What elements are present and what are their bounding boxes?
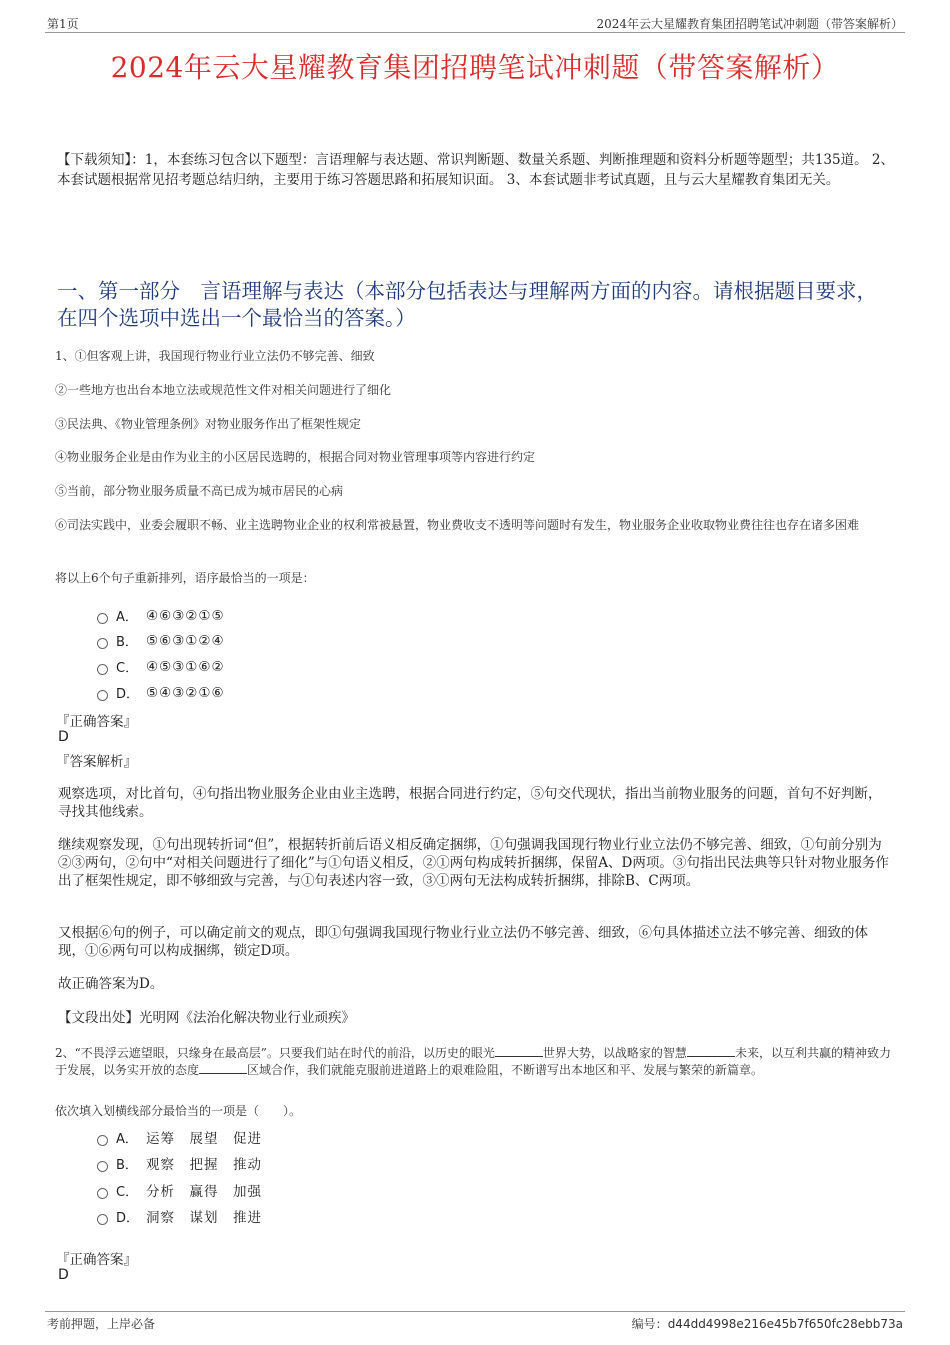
section-heading: 一、第一部分 言语理解与表达（本部分包括表达与理解两方面的内容。请根据题目要求，在四个选项中选出一个最恰当的答案。） xyxy=(57,279,877,330)
q2-option-d[interactable]: D． 洞察 谋划 推进 xyxy=(97,1206,262,1226)
q1-prompt: 将以上6个句子重新排列，语序最恰当的一项是： xyxy=(55,571,315,585)
radio-icon[interactable] xyxy=(97,1188,108,1199)
q2-option-a[interactable]: A． 运筹 展望 促进 xyxy=(97,1127,262,1147)
footer-slogan: 考前押题，上岸必备 xyxy=(47,1317,156,1331)
q1-sentence-1: 1、①但客观上讲，我国现行物业行业立法仍不够完善、细致 xyxy=(55,349,375,363)
blank-2[interactable] xyxy=(687,1046,735,1057)
page-number: 第1页 xyxy=(47,17,79,31)
radio-icon[interactable] xyxy=(97,1214,108,1225)
q1-analysis-para-2: 继续观察发现，①句出现转折词“但”，根据转折前后语义相反确定捆绑，①句强调我国现行物业行业立法仍不够完善、细致，①句前分别为②③两句，②句中“对相关问题进行了细化”与①句语义相反，②①两句构成转折捆绑，保留A、D两项。③句指出民法典等只针对物业服务作出了框架性规定，即不够细致与完善，与①句表述内容一致，③①两句无法构成转折捆绑，排除B、C两项。 xyxy=(58,837,889,889)
document-title: 2024年云大星耀教育集团招聘笔试冲刺题（带答案解析） xyxy=(110,51,840,84)
running-header-title: 2024年云大星耀教育集团招聘笔试冲刺题（带答案解析） xyxy=(596,17,903,31)
footer-divider xyxy=(45,1311,905,1312)
blank-3[interactable] xyxy=(199,1063,247,1074)
q1-analysis-conclusion: 故正确答案为D。 xyxy=(58,976,164,992)
q1-sentence-6: ⑥司法实践中，业委会履职不畅、业主选聘物业企业的权利常被悬置，物业费收支不透明等问题时有发生，物业服务企业收取物业费往往也存在诸多困难 xyxy=(55,518,860,532)
radio-icon[interactable] xyxy=(97,1161,108,1172)
q1-option-d[interactable]: D． ⑤④③②①⑥ xyxy=(97,683,225,702)
blank-1[interactable] xyxy=(495,1046,543,1057)
radio-icon[interactable] xyxy=(97,1135,108,1146)
q1-option-c[interactable]: C． ④⑤③①⑥② xyxy=(97,657,225,676)
q1-answer-value: D xyxy=(58,729,69,745)
q2-prompt: 依次填入划横线部分最恰当的一项是（ ）。 xyxy=(55,1104,302,1118)
q2-stem: 2、“不畏浮云遮望眼，只缘身在最高层”。只要我们站在时代的前沿，以历史的眼光 世界大势，以战略家的智慧 未来，以互利共赢的精神致力于发展，以务实开放的态度 区域合作，我们就能克服前进道路上的艰难险阻，不断谱写出本地区和平、发展与繁荣的新篇章。 xyxy=(55,1046,891,1077)
header-divider xyxy=(45,32,905,33)
q1-sentence-5: ⑤当前，部分物业服务质量不高已成为城市居民的心病 xyxy=(55,484,344,498)
q1-answer-label: 『正确答案』 xyxy=(56,714,137,730)
q1-option-a[interactable]: A． ④⑥③②①⑤ xyxy=(97,606,225,625)
q1-analysis-para-3: 又根据⑥句的例子，可以确定前文的观点，即①句强调我国现行物业行业立法仍不够完善、细致，⑥句具体描述立法不够完善、细致的体现，①⑥两句可以构成捆绑，锁定D项。 xyxy=(58,925,868,959)
q2-option-c[interactable]: C． 分析 赢得 加强 xyxy=(97,1180,262,1200)
q2-answer-value: D xyxy=(58,1267,69,1283)
q1-analysis-label: 『答案解析』 xyxy=(56,754,137,770)
q1-source: 【文段出处】光明网《法治化解决物业行业顽疾》 xyxy=(58,1010,355,1026)
radio-icon[interactable] xyxy=(97,690,108,701)
q2-option-b[interactable]: B． 观察 把握 推动 xyxy=(97,1153,262,1173)
q1-sentence-4: ④物业服务企业是由作为业主的小区居民选聘的，根据合同对物业管理事项等内容进行约定 xyxy=(55,450,536,464)
footer-code: 编号：d44dd4998e216e45b7f650fc28ebb73a xyxy=(631,1317,903,1331)
radio-icon[interactable] xyxy=(97,664,108,675)
q1-sentence-2: ②一些地方也出台本地立法或规范性文件对相关问题进行了细化 xyxy=(55,383,392,397)
q1-analysis-para-1: 观察选项，对比首句，④句指出物业服务企业由业主选聘，根据合同进行约定，⑤句交代现状，指出当前物业服务的问题，首句不好判断，寻找其他线索。 xyxy=(58,786,882,820)
radio-icon[interactable] xyxy=(97,638,108,649)
download-notice: 【下载须知】：1，本套练习包含以下题型：言语理解与表达题、常识判断题、数量关系题、判断推理题和资料分析题等题型；共135道。 2、本套试题根据常见招考题总结归纳，主要用于练习答题思路和拓展知识面。 3、本套试题非考试真题，且与云大星耀教育集团无关。 xyxy=(57,152,894,188)
q1-option-b[interactable]: B． ⑤⑥③①②④ xyxy=(97,631,225,650)
q1-sentence-3: ③民法典、《物业管理条例》对物业服务作出了框架性规定 xyxy=(55,417,362,431)
radio-icon[interactable] xyxy=(97,613,108,624)
q2-answer-label: 『正确答案』 xyxy=(56,1252,137,1268)
